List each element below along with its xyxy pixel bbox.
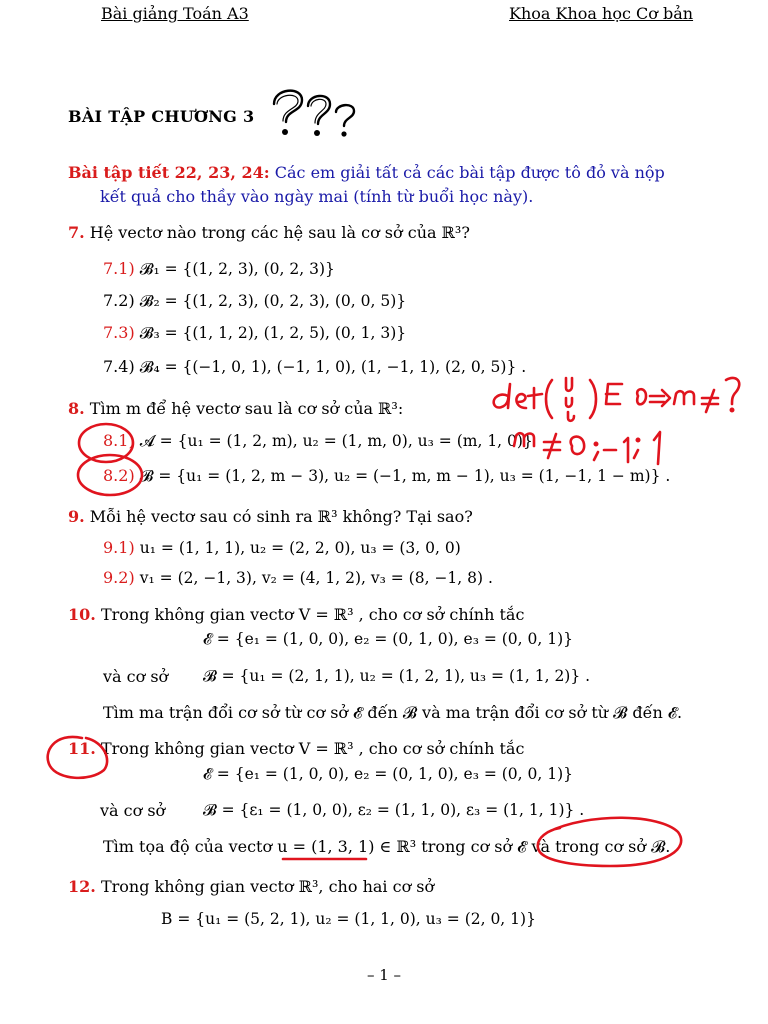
handwriting-line-2	[514, 432, 660, 464]
exercise-7	[68, 223, 470, 242]
item-formula: 𝓑₁ = {(1, 2, 3), (0, 2, 3)}	[139, 260, 335, 278]
exercise-number: 10.	[68, 605, 96, 624]
exercise-number: 9.	[68, 507, 85, 526]
exercise-text: Mỗi hệ vectơ sau có sinh ra ℝ³ không? Tại sao?	[89, 507, 473, 526]
item-formula: v₁ = (2, −1, 3), v₂ = (4, 1, 2), v₃ = (8, −1, 8) .	[139, 569, 493, 587]
intro-label: Bài tập tiết 22, 23, 24:	[68, 163, 270, 182]
item-label: 8.2)	[103, 466, 135, 485]
exercise-12	[68, 877, 434, 896]
exercise-text: Hệ vectơ nào trong các hệ sau là cơ sở của ℝ³?	[89, 223, 470, 242]
exercise-10	[68, 605, 524, 624]
intro-text-1: Các em giải tất cả các bài tập được tô đỏ và nộp	[274, 163, 665, 182]
exercise-11-question: Tìm tọa độ của vectơ u = (1, 3, 1) ∈ ℝ³ trong cơ sở 𝓔 và trong cơ sở 𝓑.	[103, 837, 671, 856]
exercise-11-canonical: 𝓔 = {e₁ = (1, 0, 0), e₂ = (0, 1, 0), e₃ = (0, 0, 1)}	[203, 765, 573, 783]
exercise-11	[68, 739, 524, 758]
item-label: 7.2)	[103, 291, 135, 310]
exercise-8	[68, 399, 403, 418]
exercise-10-canonical: 𝓔 = {e₁ = (1, 0, 0), e₂ = (0, 1, 0), e₃ = (0, 0, 1)}	[203, 630, 573, 648]
question-marks-icon	[268, 84, 360, 140]
item-formula: 𝓑₂ = {(1, 2, 3), (0, 2, 3), (0, 0, 5)}	[139, 292, 407, 310]
intro-text-2: kết quả cho thầy vào ngày mai (tính từ buổi học này).	[100, 187, 534, 206]
page-title: BÀI TẬP CHƯƠNG 3	[68, 107, 255, 126]
exercise-text: Trong không gian vectơ V = ℝ³ , cho cơ sở chính tắc	[100, 605, 525, 624]
item-formula: 𝓑 = {u₁ = (1, 2, m − 3), u₂ = (−1, m, m − 1), u₃ = (1, −1, 1 − m)} .	[139, 467, 671, 485]
exercise-7-3	[103, 323, 406, 343]
intro-line-1	[68, 163, 665, 182]
exercise-10-and: và cơ sở	[103, 667, 169, 686]
exercise-text: Trong không gian vectơ V = ℝ³ , cho cơ sở chính tắc	[100, 739, 525, 758]
exercise-12-basis: B = {u₁ = (5, 2, 1), u₂ = (1, 1, 0), u₃ = (2, 0, 1)}	[161, 910, 536, 928]
item-label: 7.3)	[103, 323, 135, 342]
exercise-8-2	[103, 466, 670, 486]
exercise-7-2	[103, 291, 406, 311]
exercise-10-basis: 𝓑 = {u₁ = (2, 1, 1), u₂ = (1, 2, 1), u₃ = (1, 1, 2)} .	[203, 667, 591, 685]
header-left: Bài giảng Toán A3	[101, 4, 249, 23]
exercise-number: 12.	[68, 877, 96, 896]
exercise-11-basis: 𝓑 = {ε₁ = (1, 0, 0), ε₂ = (1, 1, 0), ε₃ = (1, 1, 1)} .	[203, 801, 585, 819]
exercise-9	[68, 507, 473, 526]
item-formula: 𝓑₄ = {(−1, 0, 1), (−1, 1, 0), (1, −1, 1), (2, 0, 5)} .	[139, 358, 527, 376]
exercise-9-2	[103, 568, 493, 587]
item-label: 7.4)	[103, 357, 135, 376]
page-number: – 1 –	[366, 966, 402, 984]
item-formula: u₁ = (1, 1, 1), u₂ = (2, 2, 0), u₃ = (3, 0, 0)	[139, 539, 461, 557]
exercise-9-1	[103, 538, 461, 557]
item-formula: 𝓑₃ = {(1, 1, 2), (1, 2, 5), (0, 1, 3)}	[139, 324, 407, 342]
exercise-text: Trong không gian vectơ ℝ³, cho hai cơ sở	[100, 877, 435, 896]
header-right: Khoa Khoa học Cơ bản	[509, 4, 694, 23]
exercise-11-and: và cơ sở	[100, 801, 166, 820]
exercise-10-question: Tìm ma trận đổi cơ sở từ cơ sở 𝓔 đến 𝓑 và ma trận đổi cơ sở từ 𝓑 đến 𝓔.	[103, 703, 683, 722]
item-formula: 𝓐 = {u₁ = (1, 2, m), u₂ = (1, m, 0), u₃ = (m, 1, 0)}	[139, 432, 533, 450]
handwriting-line-1	[494, 378, 740, 421]
item-label: 7.1)	[103, 259, 135, 278]
exercise-text: Tìm m để hệ vectơ sau là cơ sở của ℝ³:	[89, 399, 404, 418]
exercise-8-1	[103, 431, 533, 451]
item-label: 8.1)	[103, 431, 135, 450]
exercise-number: 11.	[68, 739, 96, 758]
item-label: 9.1)	[103, 538, 135, 557]
item-label: 9.2)	[103, 568, 135, 587]
exercise-7-4	[103, 357, 526, 377]
exercise-7-1	[103, 259, 335, 279]
exercise-number: 7.	[68, 223, 85, 242]
exercise-number: 8.	[68, 399, 85, 418]
